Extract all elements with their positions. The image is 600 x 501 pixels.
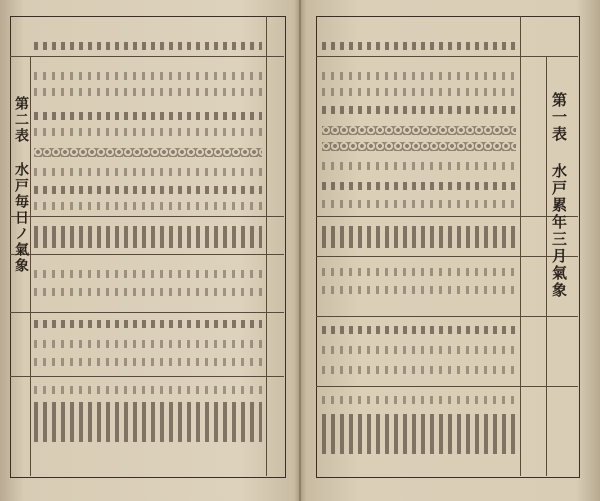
book-gutter: [299, 0, 301, 501]
data-row: [322, 72, 516, 80]
data-row: [34, 320, 262, 328]
right-page-title: 第一表 水戸累年三月氣象: [550, 92, 568, 299]
data-row: [34, 340, 262, 348]
data-row: [34, 186, 262, 194]
header-divider: [10, 56, 284, 57]
data-row: [34, 72, 262, 80]
row-divider: [10, 312, 284, 313]
left-page: [10, 16, 292, 486]
data-row: [322, 286, 516, 294]
data-row: [322, 346, 516, 354]
data-row: [34, 42, 262, 50]
row-divider: [10, 376, 284, 377]
row-divider: [316, 316, 578, 317]
data-row: [34, 112, 262, 120]
data-row: [322, 326, 516, 334]
data-row: [34, 202, 262, 210]
data-row: [322, 414, 516, 454]
row-divider: [10, 254, 284, 255]
left-page-title: 第二表 水戸毎日ノ氣象: [13, 96, 29, 274]
right-page: [302, 16, 588, 486]
data-row: [322, 88, 516, 96]
data-row: [34, 226, 262, 248]
data-row: [34, 270, 262, 278]
data-row: [34, 358, 262, 366]
row-divider: [316, 216, 578, 217]
data-row: [322, 126, 516, 135]
data-row: [34, 168, 262, 176]
column-divider: [520, 16, 521, 476]
row-divider: [316, 386, 578, 387]
row-divider: [316, 256, 578, 257]
data-row: [322, 268, 516, 276]
header-divider: [316, 56, 578, 57]
data-row: [34, 386, 262, 394]
data-row: [34, 148, 262, 157]
data-row: [322, 162, 516, 170]
data-row: [322, 142, 516, 151]
data-row: [322, 42, 516, 50]
column-divider: [546, 56, 547, 476]
data-row: [34, 288, 262, 296]
data-row: [34, 88, 262, 96]
column-divider: [30, 56, 31, 476]
data-row: [322, 200, 516, 208]
data-row: [322, 106, 516, 114]
data-row: [322, 396, 516, 404]
data-row: [34, 128, 262, 136]
row-divider: [10, 216, 284, 217]
data-row: [322, 226, 516, 248]
data-row: [322, 182, 516, 190]
data-row: [322, 366, 516, 374]
column-divider: [266, 16, 267, 476]
data-row: [34, 402, 262, 442]
